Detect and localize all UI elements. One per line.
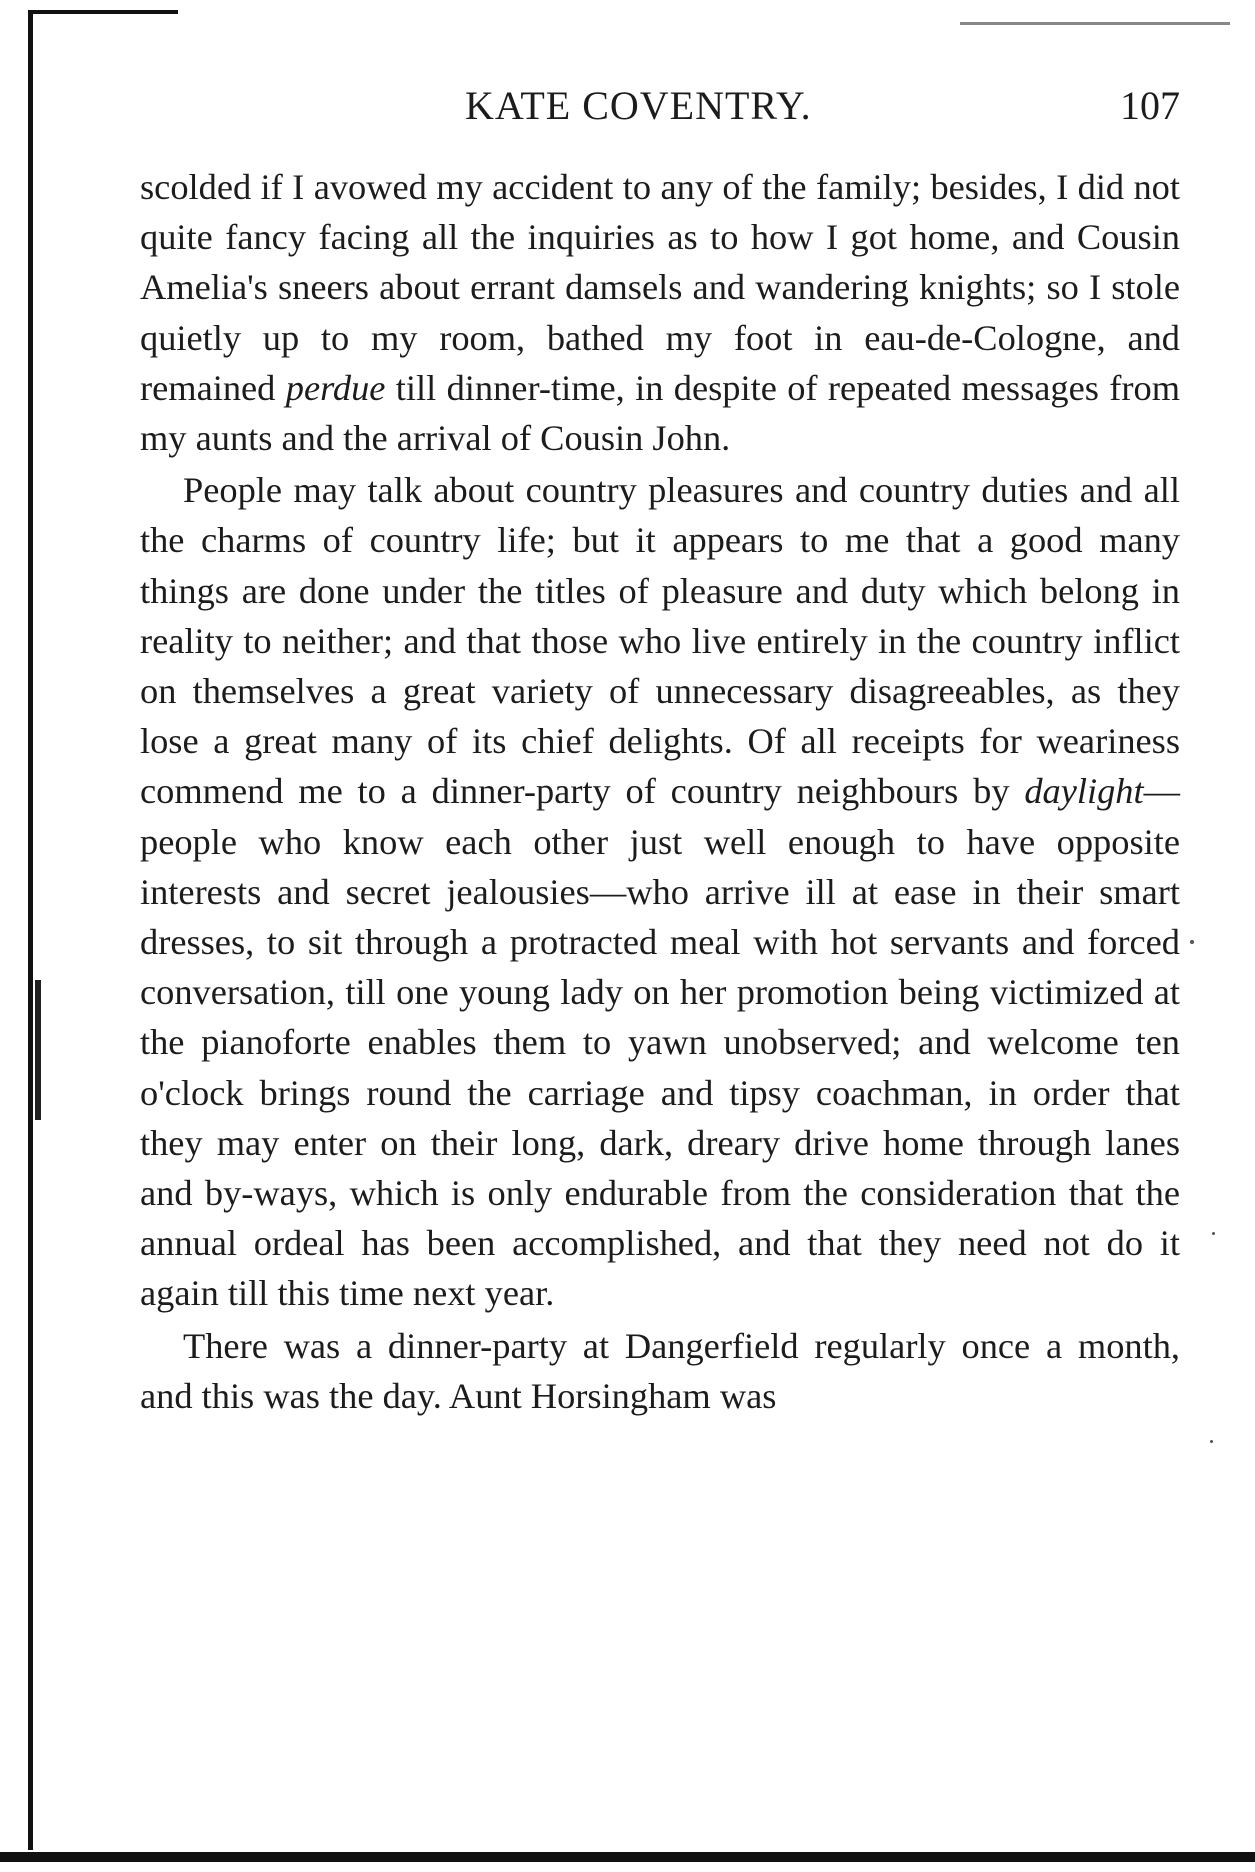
- scan-edge-mark: [35, 980, 41, 1120]
- scan-edge-left: [28, 10, 33, 1850]
- scan-edge-top-right: [960, 22, 1230, 25]
- paragraph: [140, 465, 1180, 1318]
- paragraph-text: People may talk about country pleasures and country duties and all the charms of country life; but it appears to me that a good many things are done under the titles of pleasure and duty which belong in reality to neither; and that those who live entirely in the country inflict on themselves a great variety of unnecessary disagreeables, as they lose a great many of its chief delights. Of all receipts for weariness commend me to a dinner-party of country neighbours by: [140, 470, 1180, 812]
- running-head: [140, 82, 1180, 142]
- paragraph-text: —people who know each other just well enough to have opposite interests and secret jealousies—who arrive ill at ease in their smart dresses, to sit through a protracted meal with hot servants and forced conversation, till one young lady on her promotion being victimized at the pianoforte enables them to yawn unobserved; and welcome ten o'clock brings round the carriage and tipsy coachman, in order that they may enter on their long, dark, dreary drive home through lanes and by-ways, which is only endurable from the consideration that the annual ordeal has been accomplished, and that they need not do it again till this time next year.: [140, 771, 1180, 1314]
- italic-word: daylight: [1024, 771, 1144, 812]
- margin-speck: [1212, 1232, 1215, 1235]
- scan-edge-top: [28, 10, 178, 14]
- paragraph-text: There was a dinner-party at Dangerfield regularly once a month, and this was the day. Aunt Horsingham was: [140, 1325, 1180, 1416]
- page-number: 107: [1120, 83, 1180, 128]
- margin-speck: [1210, 1440, 1213, 1443]
- italic-word: perdue: [285, 367, 386, 408]
- paragraph-text: scolded if I avowed my accident to any of the family; besides, I did not quite fancy facing all the inquiries as to how I got home, and Cousin Amelia's sneers about errant damsels and wandering knights; so I stole quietly up to my room, bathed my foot in eau-de-Cologne, and remained: [140, 167, 1180, 408]
- paragraph-text: till dinner-time, in despite of repeated messages from my aunts and the arrival of Cousin John.: [140, 367, 1180, 459]
- scan-edge-bottom: [0, 1852, 1255, 1862]
- page-body: [140, 162, 1180, 1421]
- paragraph-continued: [140, 162, 1180, 463]
- margin-speck: [1190, 940, 1194, 944]
- running-title: KATE COVENTRY.: [465, 83, 812, 128]
- paragraph: [140, 1321, 1180, 1421]
